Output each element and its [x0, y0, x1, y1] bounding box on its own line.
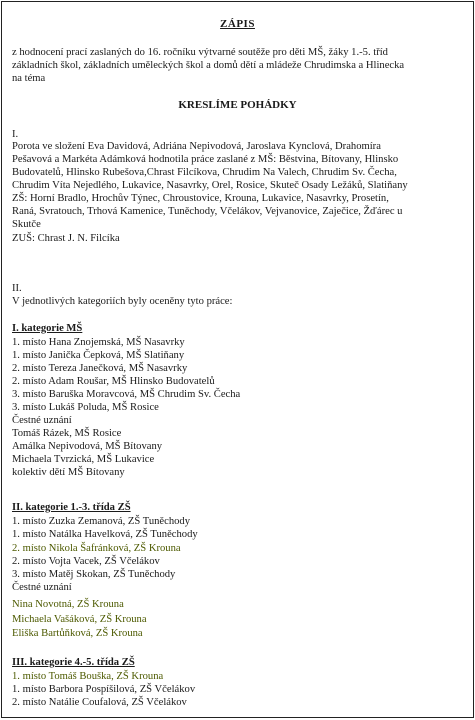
jury-line: Budovatelů, Hlinsko Rubešova,Chrast Filcíkova, Chrudim Na Valech, Chrudim Sv. Čecha,	[12, 167, 397, 178]
award-entry: 3. místo Lukáš Poluda, MŠ Rosice	[12, 402, 159, 413]
honor-entry: Michaela Tvrzická, MŠ Lukavice	[12, 454, 155, 465]
award-entry: 1. místo Janička Čepková, MŠ Slatiňany	[12, 350, 185, 361]
jury-line: ZŠ: Horní Bradlo, Hrochův Týnec, Chroustovice, Krouna, Lukavice, Nasavrky, Prosetín,	[12, 193, 389, 204]
intro-line-2: základních škol, základních uměleckých škol a domů dětí a mládeže Chrudimska a Hlinecka	[12, 60, 405, 71]
honor-entry: Amálka Nepivodová, MŠ Bítovany	[12, 441, 163, 452]
honor-entry: Eliška Bartůňková, ZŠ Krouna	[12, 628, 143, 639]
category-3-title: III. kategorie 4.-5. třída ZŠ	[12, 657, 135, 668]
award-entry: 2. místo Natálie Coufalová, ZŠ Včelákov	[12, 697, 187, 708]
honor-entry: kolektiv dětí MŠ Bítovany	[12, 467, 125, 478]
honor-entry: Michaela Vašáková, ZŠ Krouna	[12, 614, 147, 625]
award-entry: 2. místo Vojta Vacek, ZŠ Včelákov	[12, 556, 160, 567]
award-entry: 3. místo Matěj Skokan, ZŠ Tuněchody	[12, 569, 176, 580]
award-entry: 2. místo Adam Roušar, MŠ Hlinsko Budovatelů	[12, 376, 215, 387]
jury-line: Porota ve složení Eva Davidová, Adriána Nepivodová, Jaroslava Kynclová, Drahomíra	[12, 141, 381, 152]
category-2-title: II. kategorie 1.-3. třída ZŠ	[12, 502, 131, 513]
theme-title: KRESLÍME POHÁDKY	[178, 99, 297, 111]
jury-line: Skutče	[12, 219, 41, 230]
document-title: ZÁPIS	[220, 18, 255, 30]
award-entry: 1. místo Natálka Havelková, ZŠ Tuněchody	[12, 529, 198, 540]
award-entry: 2. místo Tereza Janečková, MŠ Nasavrky	[12, 363, 188, 374]
intro-line-1: z hodnocení prací zaslaných do 16. ročníku výtvarné soutěže pro děti MŠ, žáky 1.-5. tříd	[12, 47, 388, 58]
award-entry: 1. místo Barbora Pospíšilová, ZŠ Včelákov	[12, 684, 196, 695]
jury-line: Chrudim Víta Nejedlého, Lukavice, Nasavrky, Orel, Rosice, Skuteč Osady Ležáků, Slatiňany	[12, 180, 408, 191]
jury-line: Raná, Svratouch, Trhová Kamenice, Tuněchody, Včelákov, Vejvanovice, Zaječice, Žďárec u	[12, 206, 403, 217]
honor-label: Čestné uznání	[12, 415, 72, 426]
award-entry: 1. místo Tomáš Bouška, ZŠ Krouna	[12, 671, 164, 682]
category-1-title: I. kategorie MŠ	[12, 323, 83, 334]
section2-intro: V jednotlivých kategoriích byly oceněny tyto práce:	[12, 296, 233, 307]
section1-numeral: I.	[12, 129, 19, 140]
honor-entry: Tomáš Rázek, MŠ Rosice	[12, 428, 122, 439]
jury-line: ZUŠ: Chrast J. N. Filcíka	[12, 233, 120, 244]
award-entry: 1. místo Hana Znojemská, MŠ Nasavrky	[12, 337, 185, 348]
honor-label: Čestné uznání	[12, 582, 72, 593]
award-entry: 2. místo Nikola Šafránková, ZŠ Krouna	[12, 543, 181, 554]
award-entry: 3. místo Baruška Moravcová, MŠ Chrudim Sv. Čecha	[12, 389, 241, 400]
jury-line: Pešavová a Markéta Adámková hodnotila práce zaslané z MŠ: Běstvina, Bítovany, Hlinsko	[12, 154, 399, 165]
section2-numeral: II.	[12, 283, 22, 294]
honor-entry: Nina Novotná, ZŠ Krouna	[12, 599, 124, 610]
intro-line-3: na téma	[12, 73, 46, 84]
document-page	[1, 1, 474, 718]
award-entry: 1. místo Zuzka Zemanová, ZŠ Tuněchody	[12, 516, 191, 527]
